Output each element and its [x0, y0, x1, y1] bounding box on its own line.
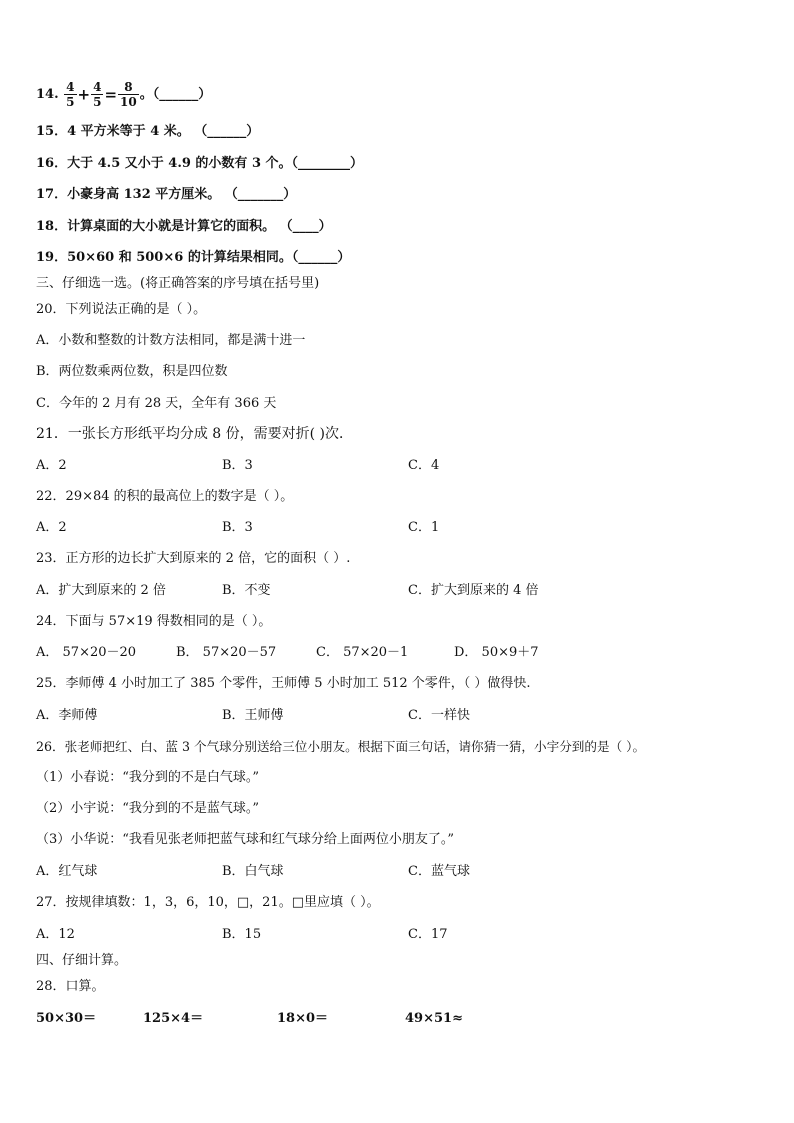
- question-25-stem: 25．李师傅 4 小时加工了 385 个零件，王师傅 5 小时加工 512 个零件，（ ）做得快.: [36, 676, 531, 691]
- question-23-option-b: B．不变: [222, 583, 271, 598]
- mental-math-4: 49×51≈: [405, 1011, 463, 1026]
- question-22-option-a: A．2: [36, 520, 67, 535]
- question-25-option-a: A．李师傅: [36, 708, 98, 723]
- question-14: [36, 80, 211, 109]
- question-number: 14.: [36, 87, 59, 102]
- question-24-option-c: C． 57×20－1: [316, 645, 409, 660]
- question-26-stem: 26．张老师把红、白、蓝 3 个气球分别送给三位小朋友。根据下面三句话，请你猜一猜，小宇分到的是（ ）。: [36, 739, 646, 754]
- section-4-heading: 四、仔细计算。: [36, 953, 128, 968]
- question-20-stem: 20．下列说法正确的是（ ）。: [36, 302, 207, 317]
- question-26-statement-2: （2）小宇说：“我分到的不是蓝气球。”: [36, 801, 260, 816]
- question-25-option-c: C．一样快: [408, 708, 470, 723]
- question-27-option-c: C．17: [408, 927, 448, 942]
- equals-sign: =: [104, 85, 118, 104]
- question-17: 17．小豪身高 132 平方厘米。 （_______）: [36, 187, 297, 202]
- question-20-option-b: B．两位数乘两位数，积是四位数: [36, 364, 228, 379]
- question-23-option-c: C．扩大到原来的 4 倍: [408, 583, 539, 598]
- section-3-heading: 三、仔细选一选。(将正确答案的序号填在括号里): [36, 276, 320, 291]
- fraction-1: $\frac{4}{5}$: [66, 80, 75, 109]
- mental-math-3: 18×0＝: [277, 1011, 329, 1026]
- question-24-stem: 24．下面与 57×19 得数相同的是（ ）。: [36, 614, 272, 629]
- question-24-option-b: B． 57×20－57: [176, 645, 277, 660]
- fraction-2: $\frac{4}{5}$: [93, 80, 102, 109]
- question-15: 15．4 平方米等于 4 米。 （______）: [36, 124, 260, 139]
- question-22-option-b: B．3: [222, 520, 253, 535]
- question-27-stem: 27．按规律填数：1，3，6，10，□，21。□里应填（ ）。: [36, 895, 380, 910]
- question-16: 16．大于 4.5 又小于 4.9 的小数有 3 个。（________）: [36, 156, 364, 171]
- mental-math-1: 50×30＝: [36, 1011, 97, 1026]
- plus-sign: +: [77, 85, 91, 104]
- question-27-option-b: B．15: [222, 927, 262, 942]
- question-26-option-c: C．蓝气球: [408, 864, 470, 879]
- question-28-stem: 28．口算。: [36, 979, 105, 994]
- question-23-option-a: A．扩大到原来的 2 倍: [36, 583, 166, 598]
- question-19: 19．50×60 和 500×6 的计算结果相同。（______）: [36, 250, 351, 265]
- question-24-option-d: D． 50×9＋7: [454, 645, 539, 660]
- question-22-option-c: C．1: [408, 520, 440, 535]
- question-20-option-a: A．小数和整数的计数方法相同，都是满十进一: [36, 333, 306, 348]
- question-26-option-b: B．白气球: [222, 864, 284, 879]
- question-26-option-a: A．红气球: [36, 864, 98, 879]
- question-22-stem: 22．29×84 的积的最高位上的数字是（ ）。: [36, 489, 294, 504]
- question-21-stem: 21．一张长方形纸平均分成 8 份，需要对折( )次．: [36, 426, 353, 442]
- answer-blank: 。（______）: [139, 87, 212, 102]
- mental-math-2: 125×4＝: [143, 1011, 204, 1026]
- question-21-option-b: B．3: [222, 458, 253, 473]
- question-23-stem: 23．正方形的边长扩大到原来的 2 倍，它的面积（ ）.: [36, 551, 351, 566]
- question-24-option-a: A． 57×20－20: [36, 645, 137, 660]
- question-21-option-c: C．4: [408, 458, 440, 473]
- question-18: 18．计算桌面的大小就是计算它的面积。 （____）: [36, 219, 332, 234]
- fraction-3: $\frac{8}{10}$: [120, 80, 137, 109]
- question-21-option-a: A．2: [36, 458, 67, 473]
- question-27-option-a: A．12: [36, 927, 75, 942]
- question-25-option-b: B．王师傅: [222, 708, 284, 723]
- question-20-option-c: C．今年的 2 月有 28 天，全年有 366 天: [36, 396, 277, 411]
- question-26-statement-1: （1）小春说：“我分到的不是白气球。”: [36, 770, 260, 785]
- question-26-statement-3: （3）小华说：“我看见张老师把蓝气球和红气球分给上面两位小朋友了。”: [36, 832, 455, 847]
